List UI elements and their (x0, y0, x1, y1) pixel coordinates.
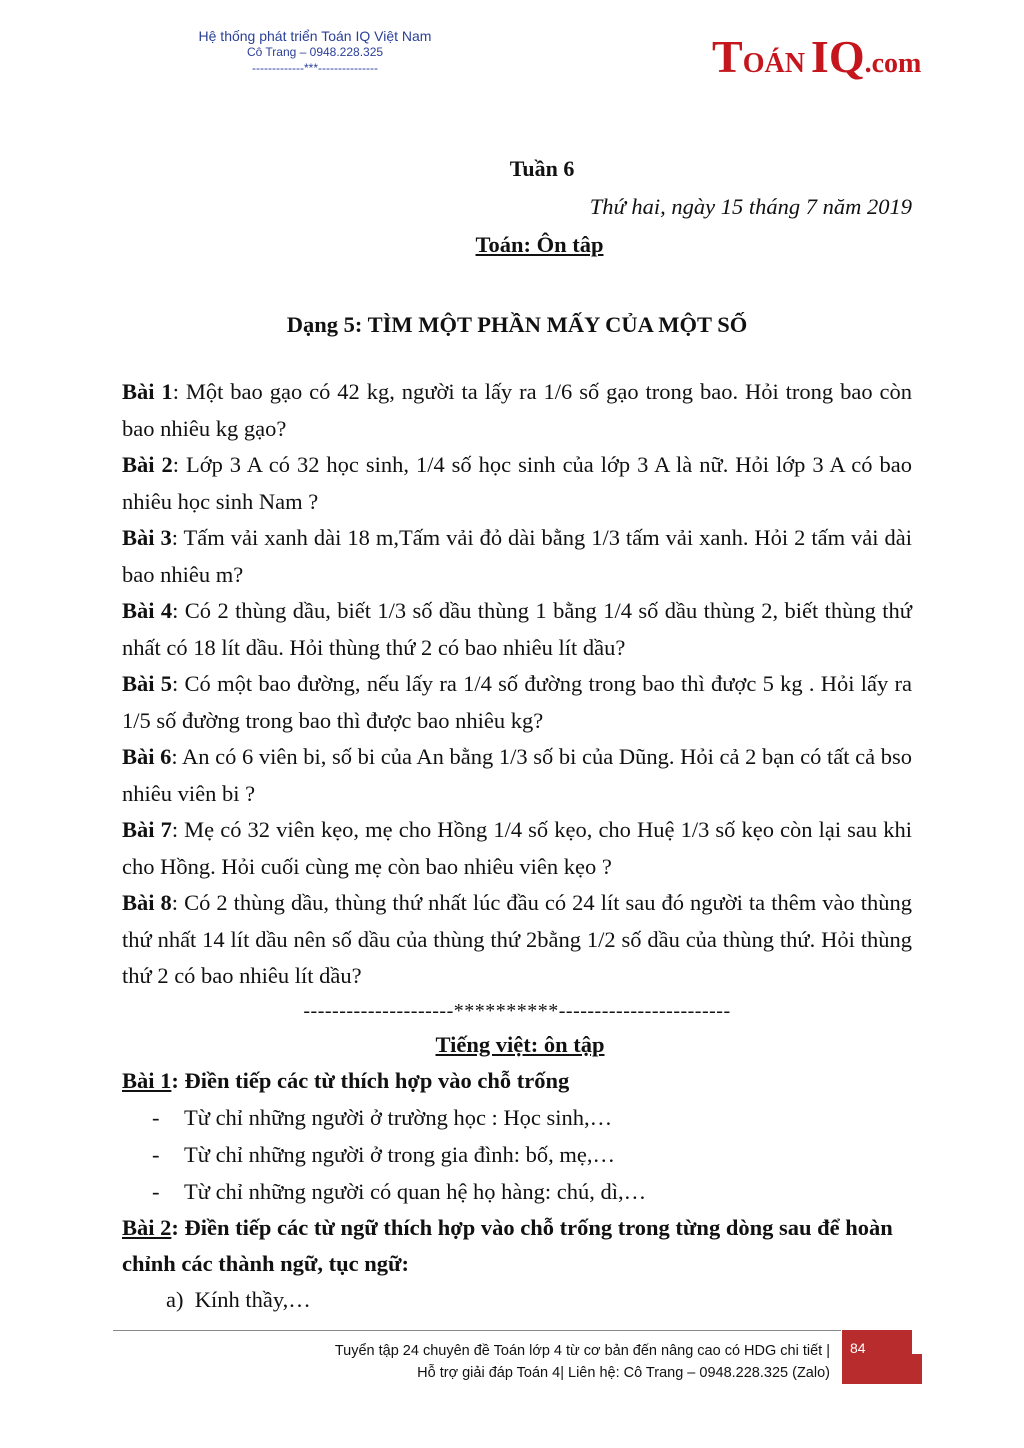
week-title: Tuần 6 (509, 156, 575, 181)
toaniq-logo: T OÁN IQ .com (712, 31, 922, 82)
problem-item: Bài 2: Lớp 3 A có 32 học sinh, 1/4 số học sinh của lớp 3 A là nữ. Hỏi lớp 3 A có bao nhiêu học sinh Nam ? (122, 452, 912, 514)
page-box-notch (912, 1330, 922, 1354)
header-org: Hệ thống phát triển Toán IQ Việt Nam (198, 28, 432, 44)
section-heading: Dạng 5: TÌM MỘT PHẦN MẤY CỦA MỘT SỐ (286, 312, 748, 337)
header-contact: Cô Trang – 0948.228.325 (246, 45, 384, 59)
problem-item: Bài 7: Mẹ có 32 viên kẹo, mẹ cho Hồng 1/4 số kẹo, cho Huệ 1/3 số kẹo còn lại sau khi cho Hồng. Hỏi cuối cùng mẹ còn bao nhiêu viên kẹo ? (122, 817, 912, 879)
problem-item: Bài 8: Có 2 thùng dầu, thùng thứ nhất lúc đầu có 24 lít sau đó người ta thêm vào thùng thứ nhất 14 lít dầu nên số dầu của thùng thứ 2bằng 1/2 số dầu của thùng thứ. Hỏi thùng thứ 2 có bao nhiêu lít dầu? (122, 890, 912, 988)
problem-item: Bài 4: Có 2 thùng dầu, biết 1/3 số dầu thùng 1 bằng 1/4 số dầu thùng 2, biết thùng thứ nhất có 18 lít dầu. Hỏi thùng thứ 2 có bao nhiêu lít dầu? (122, 598, 912, 660)
header-info (150, 28, 480, 76)
problem-item: Bài 1: Một bao gạo có 42 kg, người ta lấy ra 1/6 số gạo trong bao. Hỏi trong bao còn bao nhiêu kg gạo? (122, 379, 912, 441)
footer-line-2: Hỗ trợ giải đáp Toán 4| Liên hệ: Cô Trang – 0948.228.325 (Zalo) (417, 1365, 830, 1381)
list-item: - Từ chỉ những người có quan hệ họ hàng: chú, dì,… (152, 1178, 647, 1204)
section-separator: ---------------------**********------------------------ (303, 999, 731, 1022)
footer-text (200, 1340, 830, 1384)
list-item: - Từ chỉ những người ở trong gia đình: bố, mẹ,… (152, 1141, 615, 1167)
problem-item: Bài 3: Tấm vải xanh dài 18 m,Tấm vải đỏ dài bằng 1/3 tấm vải xanh. Hỏi 2 tấm vải dài bao nhiêu m? (122, 525, 912, 587)
date-line: Thứ hai, ngày 15 tháng 7 năm 2019 (589, 194, 912, 219)
header-divider: -------------***--------------- (252, 61, 378, 75)
footer-divider (113, 1330, 841, 1331)
vietnamese-section-title: Tiếng việt: ôn tập (435, 1031, 605, 1057)
document-body (122, 150, 912, 1318)
math-problems (122, 374, 912, 995)
exercise-1-title: Bài 1: Điền tiếp các từ thích hợp vào chỗ trống (122, 1067, 570, 1093)
exercise-1-list (122, 1099, 912, 1210)
page-number: 84 (850, 1340, 866, 1356)
exercise-2-title: Bài 2: Điền tiếp các từ ngữ thích hợp vào chỗ trống trong từng dòng sau để hoàn chỉnh các thành ngữ, tục ngữ: (122, 1214, 893, 1276)
list-item: - Từ chỉ những người ở trường học : Học sinh,… (152, 1104, 613, 1130)
page-number-box (842, 1330, 922, 1384)
problem-item: Bài 6: An có 6 viên bi, số bi của An bằng 1/3 số bi của Dũng. Hỏi cả 2 bạn có tất cả bso nhiêu viên bi ? (122, 744, 912, 806)
problem-item: Bài 5: Có một bao đường, nếu lấy ra 1/4 số đường trong bao thì được 5 kg . Hỏi lấy ra 1/5 số đường trong bao thì được bao nhiêu kg? (122, 671, 912, 733)
subject-title: Toán: Ôn tâp (475, 232, 604, 257)
list-item: a) Kính thầy,… (166, 1286, 311, 1312)
footer-line-1: Tuyển tập 24 chuyên đề Toán lớp 4 từ cơ bản đến nâng cao có HDG chi tiết | (334, 1343, 830, 1359)
